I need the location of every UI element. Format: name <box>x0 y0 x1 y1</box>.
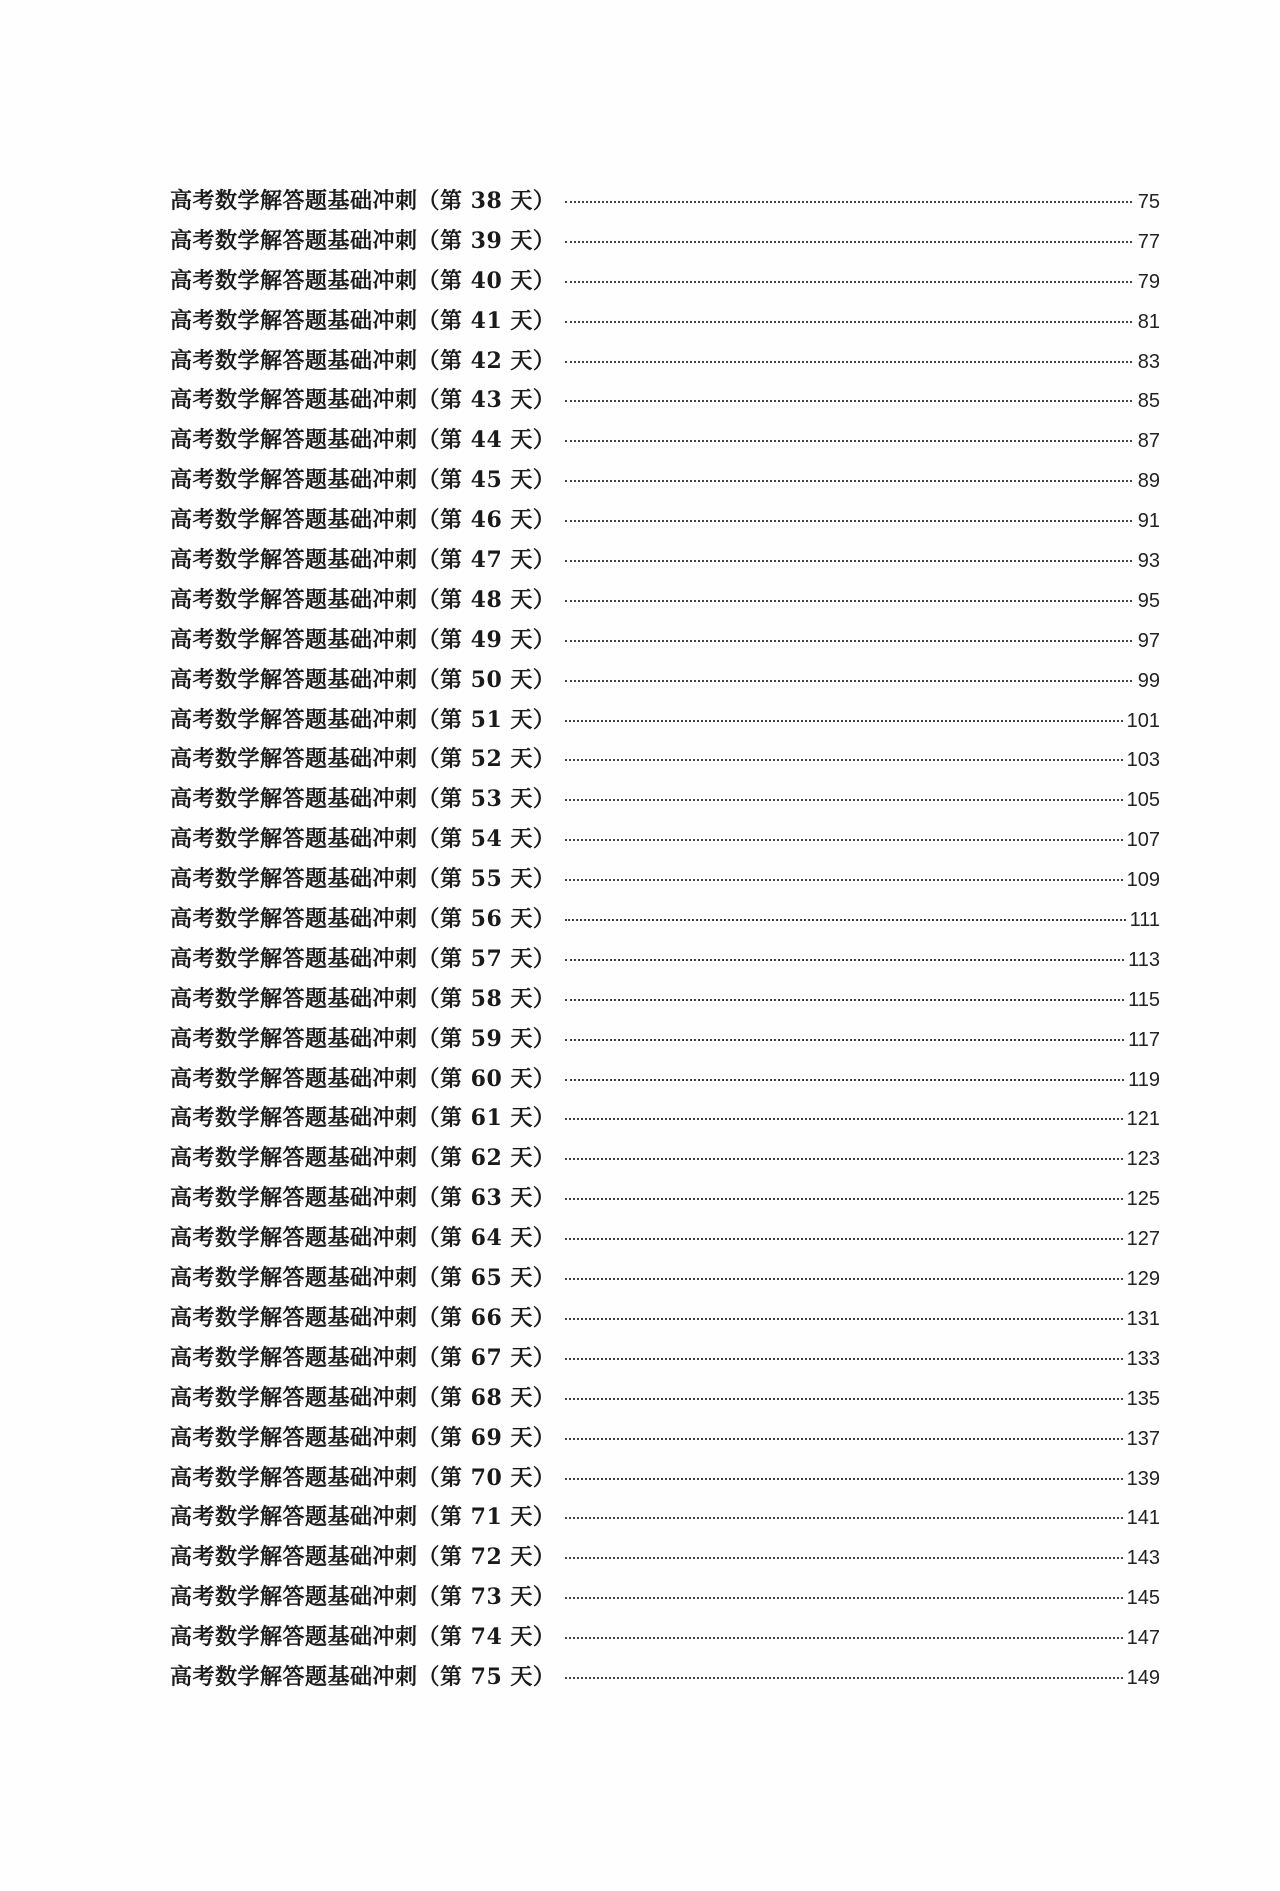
toc-entry-title: 高考数学解答题基础冲刺（第 49 天） <box>170 626 556 653</box>
toc-entry[interactable] <box>170 461 1160 501</box>
toc-entry[interactable] <box>170 1099 1160 1139</box>
toc-entry-page-number: 79 <box>1137 270 1160 293</box>
toc-dot-leader <box>565 879 1122 881</box>
toc-entry-page-number: 107 <box>1126 829 1160 852</box>
toc-entry-page-number: 141 <box>1126 1507 1160 1530</box>
toc-dot-leader <box>565 1438 1122 1440</box>
toc-dot-leader <box>565 281 1132 283</box>
toc-entry-title: 高考数学解答题基础冲刺（第 65 天） <box>170 1265 556 1292</box>
toc-entry-title: 高考数学解答题基础冲刺（第 52 天） <box>170 746 556 773</box>
toc-entry-title: 高考数学解答题基础冲刺（第 72 天） <box>170 1544 556 1571</box>
toc-dot-leader <box>565 241 1132 243</box>
toc-entry-page-number: 123 <box>1126 1148 1160 1171</box>
toc-entry-page-number: 105 <box>1126 789 1160 812</box>
toc-dot-leader <box>565 839 1122 841</box>
toc-entry-page-number: 133 <box>1126 1347 1160 1370</box>
toc-entry[interactable] <box>170 900 1160 940</box>
toc-dot-leader <box>565 1039 1124 1041</box>
toc-entry-page-number: 127 <box>1126 1228 1160 1251</box>
toc-entry-title: 高考数学解答题基础冲刺（第 39 天） <box>170 227 556 254</box>
toc-entry[interactable] <box>170 1020 1160 1060</box>
toc-entry[interactable] <box>170 1459 1160 1499</box>
toc-entry-title: 高考数学解答题基础冲刺（第 58 天） <box>170 985 556 1012</box>
toc-entry-title: 高考数学解答题基础冲刺（第 44 天） <box>170 427 556 454</box>
toc-dot-leader <box>565 1358 1122 1360</box>
toc-entry-page-number: 131 <box>1126 1307 1160 1330</box>
toc-entry[interactable] <box>170 1179 1160 1219</box>
toc-entry-page-number: 121 <box>1126 1108 1160 1131</box>
toc-entry-title: 高考数学解答题基础冲刺（第 56 天） <box>170 906 556 933</box>
toc-entry-page-number: 145 <box>1126 1587 1160 1610</box>
toc-entry-title: 高考数学解答题基础冲刺（第 55 天） <box>170 866 556 893</box>
toc-entry-title: 高考数学解答题基础冲刺（第 51 天） <box>170 706 556 733</box>
toc-entry-title: 高考数学解答题基础冲刺（第 59 天） <box>170 1025 556 1052</box>
toc-entry-title: 高考数学解答题基础冲刺（第 47 天） <box>170 547 556 574</box>
toc-entry-title: 高考数学解答题基础冲刺（第 38 天） <box>170 188 556 214</box>
toc-entry[interactable] <box>170 701 1160 741</box>
toc-dot-leader <box>565 1517 1122 1519</box>
toc-entry[interactable] <box>170 501 1160 541</box>
toc-entry[interactable] <box>170 940 1160 980</box>
toc-entry-title: 高考数学解答题基础冲刺（第 63 天） <box>170 1185 556 1212</box>
toc-dot-leader <box>565 759 1122 761</box>
toc-entry-title: 高考数学解答题基础冲刺（第 70 天） <box>170 1464 556 1491</box>
toc-dot-leader <box>565 1198 1122 1200</box>
toc-entry-title: 高考数学解答题基础冲刺（第 64 天） <box>170 1225 556 1252</box>
toc-entry[interactable] <box>170 1498 1160 1538</box>
toc-entry-page-number: 91 <box>1137 510 1160 533</box>
toc-entry-title: 高考数学解答题基础冲刺（第 60 天） <box>170 1065 556 1092</box>
toc-entry-title: 高考数学解答题基础冲刺（第 69 天） <box>170 1424 556 1451</box>
toc-entry-title: 高考数学解答题基础冲刺（第 67 天） <box>170 1344 556 1371</box>
toc-entry[interactable] <box>170 1618 1160 1658</box>
toc-entry-title: 高考数学解答题基础冲刺（第 62 天） <box>170 1145 556 1172</box>
toc-entry[interactable] <box>170 980 1160 1020</box>
toc-entry[interactable] <box>170 1060 1160 1100</box>
toc-entry-page-number: 119 <box>1128 1068 1160 1091</box>
toc-entry[interactable] <box>170 421 1160 461</box>
toc-dot-leader <box>565 1118 1122 1120</box>
toc-dot-leader <box>565 1318 1122 1320</box>
toc-entry[interactable] <box>170 820 1160 860</box>
toc-dot-leader <box>565 520 1132 522</box>
toc-entry-title: 高考数学解答题基础冲刺（第 71 天） <box>170 1504 556 1531</box>
toc-entry[interactable] <box>170 1139 1160 1179</box>
toc-entry-page-number: 85 <box>1137 390 1160 413</box>
toc-entry[interactable] <box>170 581 1160 621</box>
toc-dot-leader <box>565 600 1132 602</box>
toc-dot-leader <box>565 201 1132 203</box>
toc-entry-title: 高考数学解答题基础冲刺（第 68 天） <box>170 1384 556 1411</box>
toc-entry[interactable] <box>170 621 1160 661</box>
toc-dot-leader <box>565 480 1132 482</box>
toc-entry[interactable] <box>170 541 1160 581</box>
toc-dot-leader <box>565 361 1132 363</box>
toc-entry[interactable] <box>170 661 1160 701</box>
toc-entry-page-number: 101 <box>1126 709 1160 732</box>
toc-dot-leader <box>565 919 1125 921</box>
toc-entry[interactable] <box>170 1299 1160 1339</box>
toc-entry[interactable] <box>170 1419 1160 1459</box>
toc-dot-leader <box>565 680 1132 682</box>
toc-entry-title: 高考数学解答题基础冲刺（第 42 天） <box>170 347 556 374</box>
toc-entry-page-number: 129 <box>1126 1268 1160 1291</box>
toc-dot-leader <box>565 1398 1122 1400</box>
toc-entry-page-number: 135 <box>1126 1387 1160 1410</box>
toc-entry-page-number: 149 <box>1126 1666 1160 1689</box>
toc-dot-leader <box>565 440 1132 442</box>
toc-entry-page-number: 117 <box>1128 1028 1160 1051</box>
toc-dot-leader <box>565 1637 1122 1639</box>
toc-entry-title: 高考数学解答题基础冲刺（第 40 天） <box>170 267 556 294</box>
toc-entry[interactable] <box>170 342 1160 382</box>
toc-entry-page-number: 147 <box>1126 1627 1160 1650</box>
toc-dot-leader <box>565 1079 1124 1081</box>
toc-dot-leader <box>565 640 1132 642</box>
toc-entry-page-number: 103 <box>1126 749 1160 772</box>
toc-dot-leader <box>565 1597 1122 1599</box>
toc-entry-title: 高考数学解答题基础冲刺（第 57 天） <box>170 945 556 972</box>
toc-entry-page-number: 143 <box>1126 1547 1160 1570</box>
toc-entry-title: 高考数学解答题基础冲刺（第 48 天） <box>170 586 556 613</box>
toc-entry-page-number: 137 <box>1126 1427 1160 1450</box>
toc-entry[interactable] <box>170 1339 1160 1379</box>
toc-dot-leader <box>565 1557 1122 1559</box>
toc-dot-leader <box>565 560 1132 562</box>
toc-entry[interactable] <box>170 740 1160 780</box>
toc-entry[interactable] <box>170 780 1160 820</box>
toc-entry-page-number: 93 <box>1137 550 1160 573</box>
toc-entry-page-number: 99 <box>1137 669 1160 692</box>
toc-dot-leader <box>565 959 1124 961</box>
toc-entry[interactable] <box>170 860 1160 900</box>
toc-entry-page-number: 125 <box>1126 1188 1160 1211</box>
toc-dot-leader <box>565 321 1132 323</box>
toc-entry-page-number: 111 <box>1129 909 1160 932</box>
toc-dot-leader <box>565 1677 1122 1679</box>
toc-entry-title: 高考数学解答题基础冲刺（第 45 天） <box>170 467 556 494</box>
toc-entry-title: 高考数学解答题基础冲刺（第 43 天） <box>170 387 556 414</box>
toc-entry-page-number: 139 <box>1126 1467 1160 1490</box>
toc-dot-leader <box>565 799 1122 801</box>
toc-entry-page-number: 77 <box>1137 230 1160 253</box>
toc-entry[interactable] <box>170 1379 1160 1419</box>
toc-entry-page-number: 109 <box>1126 869 1160 892</box>
toc-dot-leader <box>565 400 1132 402</box>
toc-entry[interactable] <box>170 381 1160 421</box>
toc-entry-title: 高考数学解答题基础冲刺（第 74 天） <box>170 1624 556 1651</box>
toc-entry-page-number: 83 <box>1137 350 1160 373</box>
toc-entry-page-number: 89 <box>1137 470 1160 493</box>
toc-entry[interactable] <box>170 1658 1160 1698</box>
toc-entry-title: 高考数学解答题基础冲刺（第 41 天） <box>170 307 556 334</box>
toc-entry-title: 高考数学解答题基础冲刺（第 73 天） <box>170 1584 556 1611</box>
toc-dot-leader <box>565 1238 1122 1240</box>
toc-entry[interactable] <box>170 182 1160 222</box>
toc-entry[interactable] <box>170 1538 1160 1578</box>
toc-entry-title: 高考数学解答题基础冲刺（第 75 天） <box>170 1663 556 1690</box>
toc-entry-page-number: 95 <box>1137 589 1160 612</box>
toc-dot-leader <box>565 1478 1122 1480</box>
toc-entry-title: 高考数学解答题基础冲刺（第 61 天） <box>170 1105 556 1132</box>
toc-entry-page-number: 75 <box>1137 191 1160 213</box>
toc-entry-title: 高考数学解答题基础冲刺（第 50 天） <box>170 666 556 693</box>
toc-entry-page-number: 97 <box>1137 629 1160 652</box>
toc-entry[interactable] <box>170 262 1160 302</box>
toc-entry-title: 高考数学解答题基础冲刺（第 53 天） <box>170 786 556 813</box>
toc-entry[interactable] <box>170 222 1160 262</box>
toc-entry[interactable] <box>170 1259 1160 1299</box>
toc-entry-page-number: 115 <box>1128 988 1160 1011</box>
toc-entry-title: 高考数学解答题基础冲刺（第 46 天） <box>170 507 556 534</box>
toc-entry[interactable] <box>170 1578 1160 1618</box>
toc-entry-title: 高考数学解答题基础冲刺（第 54 天） <box>170 826 556 853</box>
toc-entry-page-number: 113 <box>1128 948 1160 971</box>
toc-entry-page-number: 87 <box>1137 430 1160 453</box>
toc-entry[interactable] <box>170 1219 1160 1259</box>
toc-dot-leader <box>565 1158 1122 1160</box>
table-of-contents <box>170 182 1160 1698</box>
toc-dot-leader <box>565 999 1124 1001</box>
toc-entry[interactable] <box>170 302 1160 342</box>
toc-entry-page-number: 81 <box>1137 310 1160 333</box>
toc-entry-title: 高考数学解答题基础冲刺（第 66 天） <box>170 1304 556 1331</box>
toc-dot-leader <box>565 720 1122 722</box>
toc-dot-leader <box>565 1278 1122 1280</box>
